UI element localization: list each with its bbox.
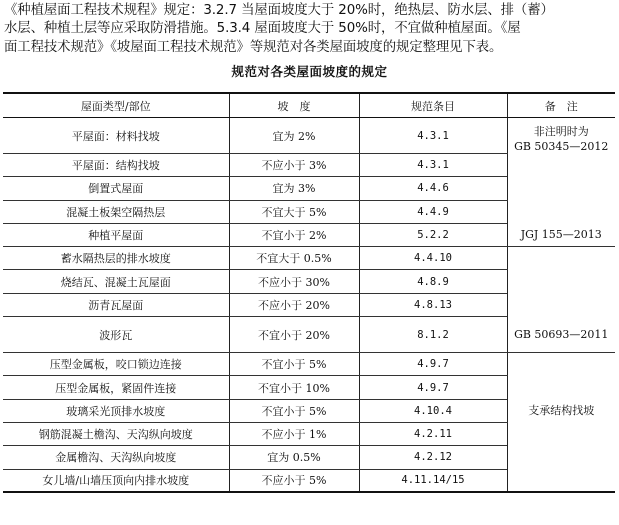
cell-roof-type: 金属檐沟、天沟纵向坡度 <box>3 446 229 469</box>
cell-note: JGJ 155—2013 <box>507 223 615 246</box>
intro-paragraph <box>4 2 616 57</box>
cell-roof-type: 种植平屋面 <box>3 223 229 246</box>
note-line: 非注明时为 <box>533 125 589 138</box>
cell-roof-type: 平屋面：材料找坡 <box>3 118 229 154</box>
table-caption: 规范对各类屋面坡度的规定 <box>231 64 388 79</box>
table-row <box>3 247 615 270</box>
cell-clause: 4.9.7 <box>359 353 507 376</box>
table-header-row <box>3 93 615 118</box>
cell-roof-type: 压型金属板，紧固件连接 <box>3 376 229 399</box>
cell-roof-type: 平屋面：结构找坡 <box>3 154 229 177</box>
table-row <box>3 317 615 353</box>
cell-clause: 4.8.9 <box>359 270 507 293</box>
cell-note: GB 50693—2011 <box>507 317 615 353</box>
cell-clause: 4.10.4 <box>359 399 507 422</box>
cell-note <box>507 118 615 177</box>
cell-clause: 4.3.1 <box>359 154 507 177</box>
intro-line: 面工程技术规范》《坡屋面工程技术规范》等规范对各类屋面坡度的规定整理见下表。 <box>4 39 503 55</box>
cell-slope: 宜为 3% <box>229 177 359 200</box>
cell-slope: 不宜大于 5% <box>229 200 359 223</box>
cell-clause: 4.2.12 <box>359 446 507 469</box>
cell-roof-type: 玻璃采光顶排水坡度 <box>3 399 229 422</box>
cell-note: 支承结构找坡 <box>507 399 615 492</box>
cell-clause: 4.8.13 <box>359 293 507 316</box>
cell-clause: 4.9.7 <box>359 376 507 399</box>
cell-slope: 不应小于 20% <box>229 293 359 316</box>
cell-slope: 不宜小于 20% <box>229 317 359 353</box>
cell-note-empty <box>507 177 615 224</box>
cell-slope: 不宜小于 5% <box>229 353 359 376</box>
cell-roof-type: 倒置式屋面 <box>3 177 229 200</box>
note-line: GB 50345—2012 <box>514 140 609 153</box>
cell-clause: 4.3.1 <box>359 118 507 154</box>
cell-slope: 宜为 2% <box>229 118 359 154</box>
cell-slope: 不宜小于 2% <box>229 223 359 246</box>
cell-note-empty <box>507 353 615 400</box>
cell-roof-type: 混凝土板架空隔热层 <box>3 200 229 223</box>
cell-roof-type: 压型金属板，咬口锁边连接 <box>3 353 229 376</box>
cell-clause: 5.2.2 <box>359 223 507 246</box>
header-slope: 坡 度 <box>229 93 359 118</box>
cell-clause: 4.2.11 <box>359 422 507 445</box>
cell-slope: 不应小于 1% <box>229 422 359 445</box>
cell-clause: 8.1.2 <box>359 317 507 353</box>
header-note: 备 注 <box>507 93 615 118</box>
table-row <box>3 118 615 154</box>
cell-roof-type: 波形瓦 <box>3 317 229 353</box>
roof-slope-table <box>3 92 615 493</box>
cell-slope: 不应小于 5% <box>229 469 359 492</box>
header-clause: 规范条目 <box>359 93 507 118</box>
cell-slope: 不宜小于 5% <box>229 399 359 422</box>
cell-note-empty <box>507 247 615 317</box>
cell-roof-type: 沥青瓦屋面 <box>3 293 229 316</box>
table-row <box>3 353 615 376</box>
cell-clause: 4.4.9 <box>359 200 507 223</box>
cell-roof-type: 钢筋混凝土檐沟、天沟纵向坡度 <box>3 422 229 445</box>
cell-roof-type: 烧结瓦、混凝土瓦屋面 <box>3 270 229 293</box>
table-row <box>3 177 615 200</box>
header-roof-type: 屋面类型/部位 <box>3 93 229 118</box>
cell-clause: 4.4.6 <box>359 177 507 200</box>
table-row <box>3 223 615 246</box>
cell-clause: 4.4.10 <box>359 247 507 270</box>
cell-slope: 不应小于 3% <box>229 154 359 177</box>
cell-slope: 不应小于 30% <box>229 270 359 293</box>
cell-clause: 4.11.14/15 <box>359 469 507 492</box>
cell-roof-type: 蓄水隔热层的排水坡度 <box>3 247 229 270</box>
cell-slope: 宜为 0.5% <box>229 446 359 469</box>
table-row <box>3 399 615 422</box>
intro-line: 水层、种植土层等应采取防滑措施。5.3.4 屋面坡度大于 50%时，不宜做种植屋面。《屋 <box>4 21 521 37</box>
cell-slope: 不宜小于 10% <box>229 376 359 399</box>
cell-roof-type: 女儿墙/山墙压顶向内排水坡度 <box>42 474 190 488</box>
cell-slope: 不宜大于 0.5% <box>229 247 359 270</box>
intro-line: 《种植屋面工程技术规程》规定：3.2.7 当屋面坡度大于 20%时，绝热层、防水层、排（蓄） <box>4 3 554 18</box>
